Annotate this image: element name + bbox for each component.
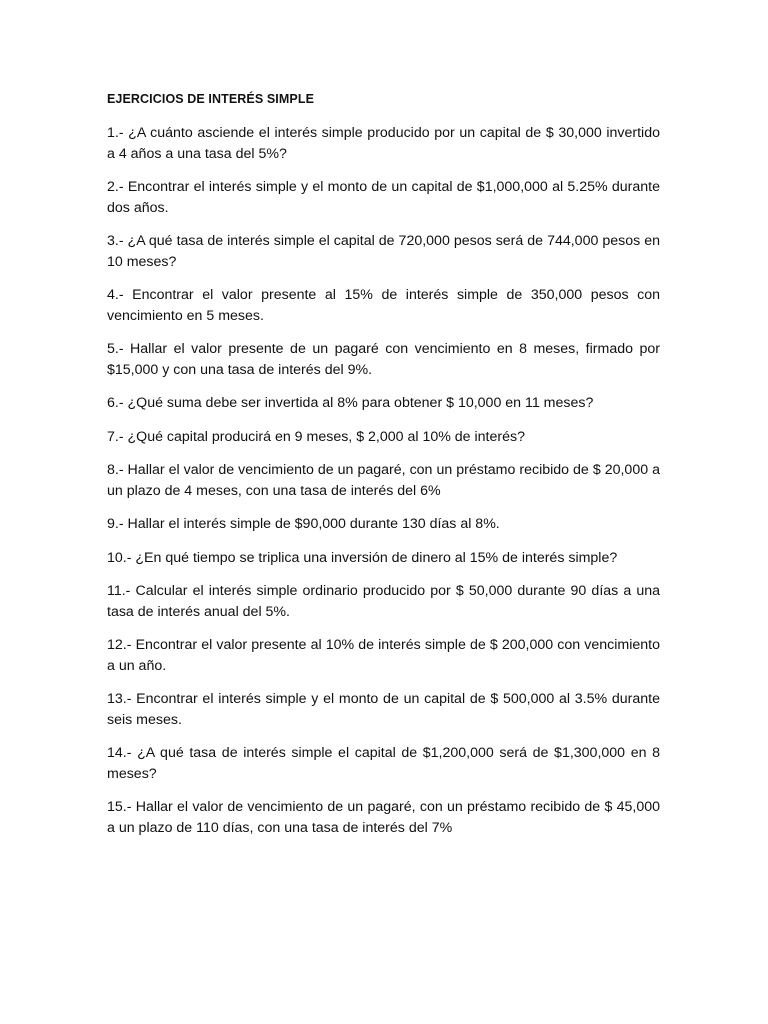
exercise-4: 4.- Encontrar el valor presente al 15% de interés simple de 350,000 pesos con vencimiento en 5 meses. [107,287,660,324]
exercise-3: 3.- ¿A qué tasa de interés simple el capital de 720,000 pesos será de 744,000 pesos en 10 meses? [107,233,660,270]
document-page [107,92,660,851]
exercise-12: 12.- Encontrar el valor presente al 10% de interés simple de $ 200,000 con vencimiento a un año. [107,637,660,674]
exercise-15: 15.- Hallar el valor de vencimiento de un pagaré, con un préstamo recibido de $ 45,000 a un plazo de 110 días, con una tasa de interés del 7% [107,799,660,836]
exercise-8: 8.- Hallar el valor de vencimiento de un pagaré, con un préstamo recibido de $ 20,000 a un plazo de 4 meses, con una tasa de interés del 6% [107,462,660,499]
exercise-13: 13.- Encontrar el interés simple y el monto de un capital de $ 500,000 al 3.5% durante seis meses. [107,691,660,728]
document-title: EJERCICIOS DE INTERÉS SIMPLE [107,92,315,106]
exercise-14: 14.- ¿A qué tasa de interés simple el capital de $1,200,000 será de $1,300,000 en 8 meses? [107,745,660,782]
exercise-11: 11.- Calcular el interés simple ordinario producido por $ 50,000 durante 90 días a una tasa de interés anual del 5%. [107,583,660,620]
exercise-10: 10.- ¿En qué tiempo se triplica una inversión de dinero al 15% de interés simple? [107,549,618,566]
exercise-5: 5.- Hallar el valor presente de un pagaré con vencimiento en 8 meses, firmado por $15,000 y con una tasa de interés del 9%. [107,341,660,378]
exercise-1: 1.- ¿A cuánto asciende el interés simple producido por un capital de $ 30,000 invertido a 4 años a una tasa del 5%? [107,125,660,162]
exercise-6: 6.- ¿Qué suma debe ser invertida al 8% para obtener $ 10,000 en 11 meses? [107,395,594,411]
exercise-7: 7.- ¿Qué capital producirá en 9 meses, $ 2,000 al 10% de interés? [107,428,525,445]
exercise-9: 9.- Hallar el interés simple de $90,000 durante 130 días al 8%. [107,516,500,532]
exercise-2: 2.- Encontrar el interés simple y el monto de un capital de $1,000,000 al 5.25% durante dos años. [107,179,660,216]
